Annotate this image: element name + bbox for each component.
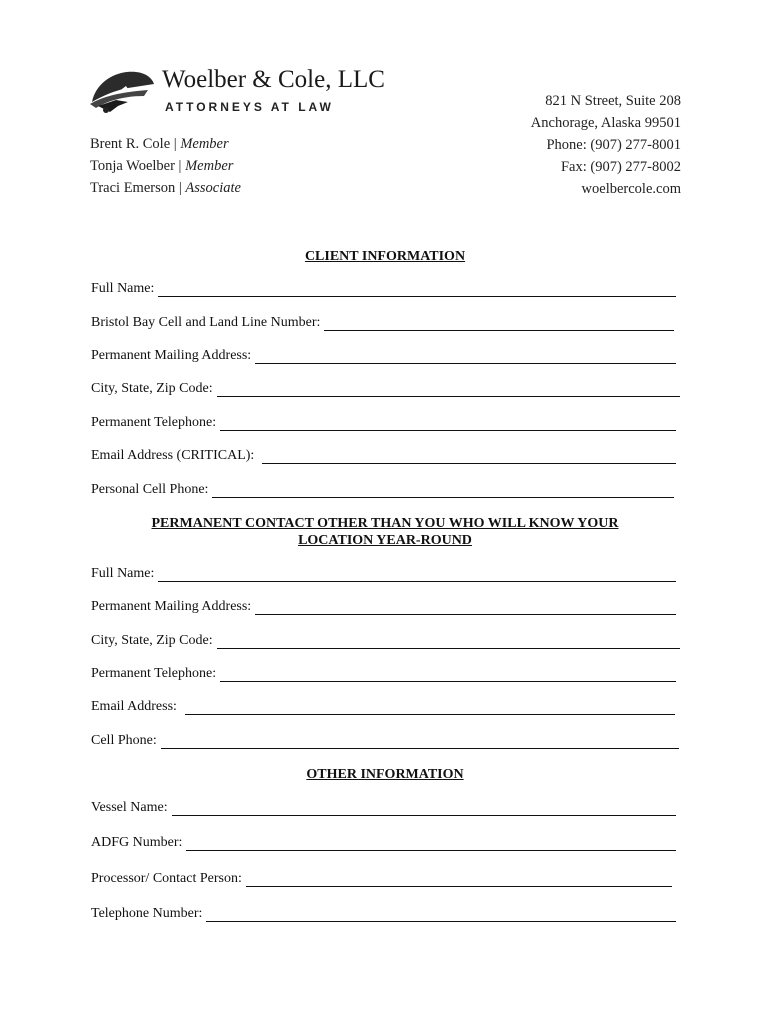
client-permanent-telephone-field[interactable] bbox=[91, 415, 676, 431]
input-line[interactable] bbox=[158, 568, 676, 582]
address-city: Anchorage, Alaska 99501 bbox=[530, 115, 681, 131]
input-line[interactable] bbox=[217, 635, 680, 649]
contact-permanent-telephone-field[interactable] bbox=[91, 666, 676, 682]
field-label: City, State, Zip Code: bbox=[91, 633, 213, 648]
input-line[interactable] bbox=[217, 383, 680, 397]
address-fax: Fax: (907) 277-8002 bbox=[560, 159, 681, 175]
field-label: Full Name: bbox=[91, 281, 155, 296]
field-label: Permanent Mailing Address: bbox=[91, 348, 252, 363]
processor-contact-field[interactable] bbox=[91, 871, 672, 887]
vessel-name-field[interactable] bbox=[91, 800, 676, 816]
field-label: Cell Phone: bbox=[91, 733, 157, 748]
contact-cell-phone-field[interactable] bbox=[91, 733, 679, 749]
field-label: Processor/ Contact Person: bbox=[91, 871, 242, 886]
member-role: Member bbox=[185, 158, 234, 174]
field-label: Permanent Mailing Address: bbox=[91, 599, 252, 614]
member-role: Associate bbox=[185, 180, 241, 196]
field-label: City, State, Zip Code: bbox=[91, 381, 213, 396]
input-line[interactable] bbox=[262, 450, 676, 464]
member-role: Member bbox=[180, 136, 229, 152]
input-line[interactable] bbox=[220, 417, 676, 431]
contact-mailing-address-field[interactable] bbox=[91, 599, 676, 615]
input-line[interactable] bbox=[158, 283, 676, 297]
client-personal-cell-field[interactable] bbox=[91, 482, 674, 498]
member-row bbox=[90, 133, 241, 155]
address-street: 821 N Street, Suite 208 bbox=[545, 93, 681, 109]
client-mailing-address-field[interactable] bbox=[91, 348, 676, 364]
input-line[interactable] bbox=[161, 735, 679, 749]
firm-logo-icon bbox=[88, 66, 160, 116]
firm-name: Woelber & Cole, LLC bbox=[162, 66, 385, 93]
client-full-name-field[interactable] bbox=[91, 281, 676, 297]
member-row bbox=[90, 177, 241, 199]
input-line[interactable] bbox=[255, 601, 676, 615]
client-information-heading: CLIENT INFORMATION bbox=[304, 249, 466, 264]
input-line[interactable] bbox=[246, 873, 672, 887]
field-label: Email Address: bbox=[91, 699, 177, 714]
input-line[interactable] bbox=[186, 837, 676, 851]
field-label: Email Address (CRITICAL): bbox=[91, 448, 255, 463]
firm-subtitle: ATTORNEYS AT LAW bbox=[165, 100, 334, 114]
member-list bbox=[90, 133, 241, 199]
contact-city-state-zip-field[interactable] bbox=[91, 633, 680, 649]
contact-email-field[interactable] bbox=[91, 699, 675, 715]
contact-heading-line1: PERMANENT CONTACT OTHER THAN YOU WHO WILL KNOW YOUR bbox=[151, 516, 619, 531]
field-label: Telephone Number: bbox=[91, 906, 203, 921]
input-line[interactable] bbox=[220, 668, 676, 682]
field-label: Permanent Telephone: bbox=[91, 666, 217, 681]
telephone-number-field[interactable] bbox=[91, 906, 676, 922]
field-label: Permanent Telephone: bbox=[91, 415, 217, 430]
field-label: Full Name: bbox=[91, 566, 155, 581]
field-label: ADFG Number: bbox=[91, 835, 183, 850]
input-line[interactable] bbox=[172, 802, 676, 816]
field-label: Personal Cell Phone: bbox=[91, 482, 209, 497]
member-name: Tonja Woelber | bbox=[90, 158, 182, 174]
other-information-heading: OTHER INFORMATION bbox=[306, 767, 464, 782]
member-name: Traci Emerson | bbox=[90, 180, 182, 196]
contact-heading-line2: LOCATION YEAR-ROUND bbox=[298, 533, 472, 548]
address-phone: Phone: (907) 277-8001 bbox=[546, 137, 681, 153]
input-line[interactable] bbox=[212, 484, 674, 498]
firm-address bbox=[531, 90, 681, 200]
adfg-number-field[interactable] bbox=[91, 835, 676, 851]
input-line[interactable] bbox=[324, 317, 674, 331]
input-line[interactable] bbox=[255, 350, 676, 364]
input-line[interactable] bbox=[185, 701, 675, 715]
contact-full-name-field[interactable] bbox=[91, 566, 676, 582]
client-bristol-bay-phone-field[interactable] bbox=[91, 315, 674, 331]
client-city-state-zip-field[interactable] bbox=[91, 381, 680, 397]
member-row bbox=[90, 155, 241, 177]
address-website: woelbercole.com bbox=[581, 181, 681, 197]
input-line[interactable] bbox=[206, 908, 676, 922]
member-name: Brent R. Cole | bbox=[90, 136, 177, 152]
field-label: Vessel Name: bbox=[91, 800, 168, 815]
client-email-field[interactable] bbox=[91, 448, 676, 464]
field-label: Bristol Bay Cell and Land Line Number: bbox=[91, 315, 321, 330]
